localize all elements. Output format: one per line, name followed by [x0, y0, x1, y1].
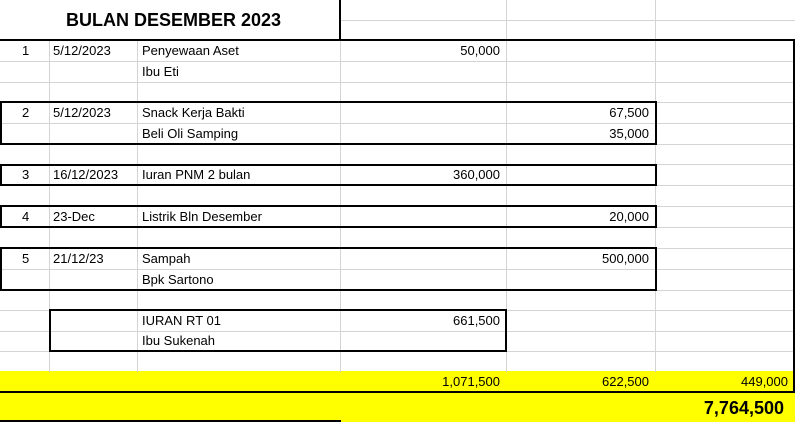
cell-no[interactable]: 3: [22, 167, 30, 182]
gridline-row: [0, 185, 795, 186]
cell-no[interactable]: 4: [22, 209, 30, 224]
cell-no[interactable]: 1: [22, 43, 30, 58]
total-col-d[interactable]: 1,071,500: [442, 374, 500, 389]
grand-total[interactable]: 7,764,500: [703, 398, 784, 418]
cell-description[interactable]: Beli Oli Samping: [142, 126, 239, 141]
gridline-col-d: [506, 0, 507, 372]
gridline-row: [0, 144, 795, 145]
sheet-title[interactable]: BULAN DESEMBER 2023: [66, 10, 282, 30]
gridline-col-c: [340, 0, 341, 372]
cell-description[interactable]: Ibu Sukenah: [142, 333, 216, 348]
cell-no[interactable]: 2: [22, 105, 30, 120]
gridline-row: [0, 227, 795, 228]
cell-description[interactable]: Bpk Sartono: [142, 272, 214, 287]
cell-description[interactable]: Listrik Bln Desember: [142, 209, 262, 224]
cell-date[interactable]: 16/12/2023: [53, 167, 119, 182]
cell-description[interactable]: Penyewaan Aset: [142, 43, 239, 58]
gridline-row: [0, 82, 795, 83]
cell-amount-d[interactable]: 360,000: [453, 167, 500, 182]
cell-no[interactable]: 5: [22, 251, 30, 266]
cell-amount-e[interactable]: 67,500: [609, 105, 649, 120]
gridline-row: [0, 331, 795, 332]
total-col-f[interactable]: 449,000: [741, 374, 788, 389]
gridline-row: [0, 269, 795, 270]
gridline-row: [0, 351, 795, 352]
cell-description[interactable]: Snack Kerja Bakti: [142, 105, 245, 120]
cell-description[interactable]: Ibu Eti: [142, 64, 179, 79]
cell-date[interactable]: 5/12/2023: [53, 105, 111, 120]
cell-date[interactable]: 5/12/2023: [53, 43, 111, 58]
cell-description[interactable]: IURAN RT 01: [142, 313, 221, 328]
cell-amount-e[interactable]: 500,000: [602, 251, 649, 266]
cell-amount-d[interactable]: 50,000: [460, 43, 500, 58]
title-border-right: [339, 0, 341, 41]
cell-description[interactable]: Iuran PNM 2 bulan: [142, 167, 251, 182]
total-col-e[interactable]: 622,500: [602, 374, 649, 389]
gridline-col-e: [655, 0, 656, 372]
gridline-row: [0, 123, 795, 124]
cell-date[interactable]: 21/12/23: [53, 251, 104, 266]
gridline-row: [0, 61, 795, 62]
cell-amount-e[interactable]: 20,000: [609, 209, 649, 224]
cell-amount-d[interactable]: 661,500: [453, 313, 500, 328]
cell-amount-e[interactable]: 35,000: [609, 126, 649, 141]
gridline-row-title: [340, 20, 795, 21]
cell-date[interactable]: 23-Dec: [53, 209, 95, 224]
gridline-row: [0, 290, 795, 291]
cell-description[interactable]: Sampah: [142, 251, 191, 266]
